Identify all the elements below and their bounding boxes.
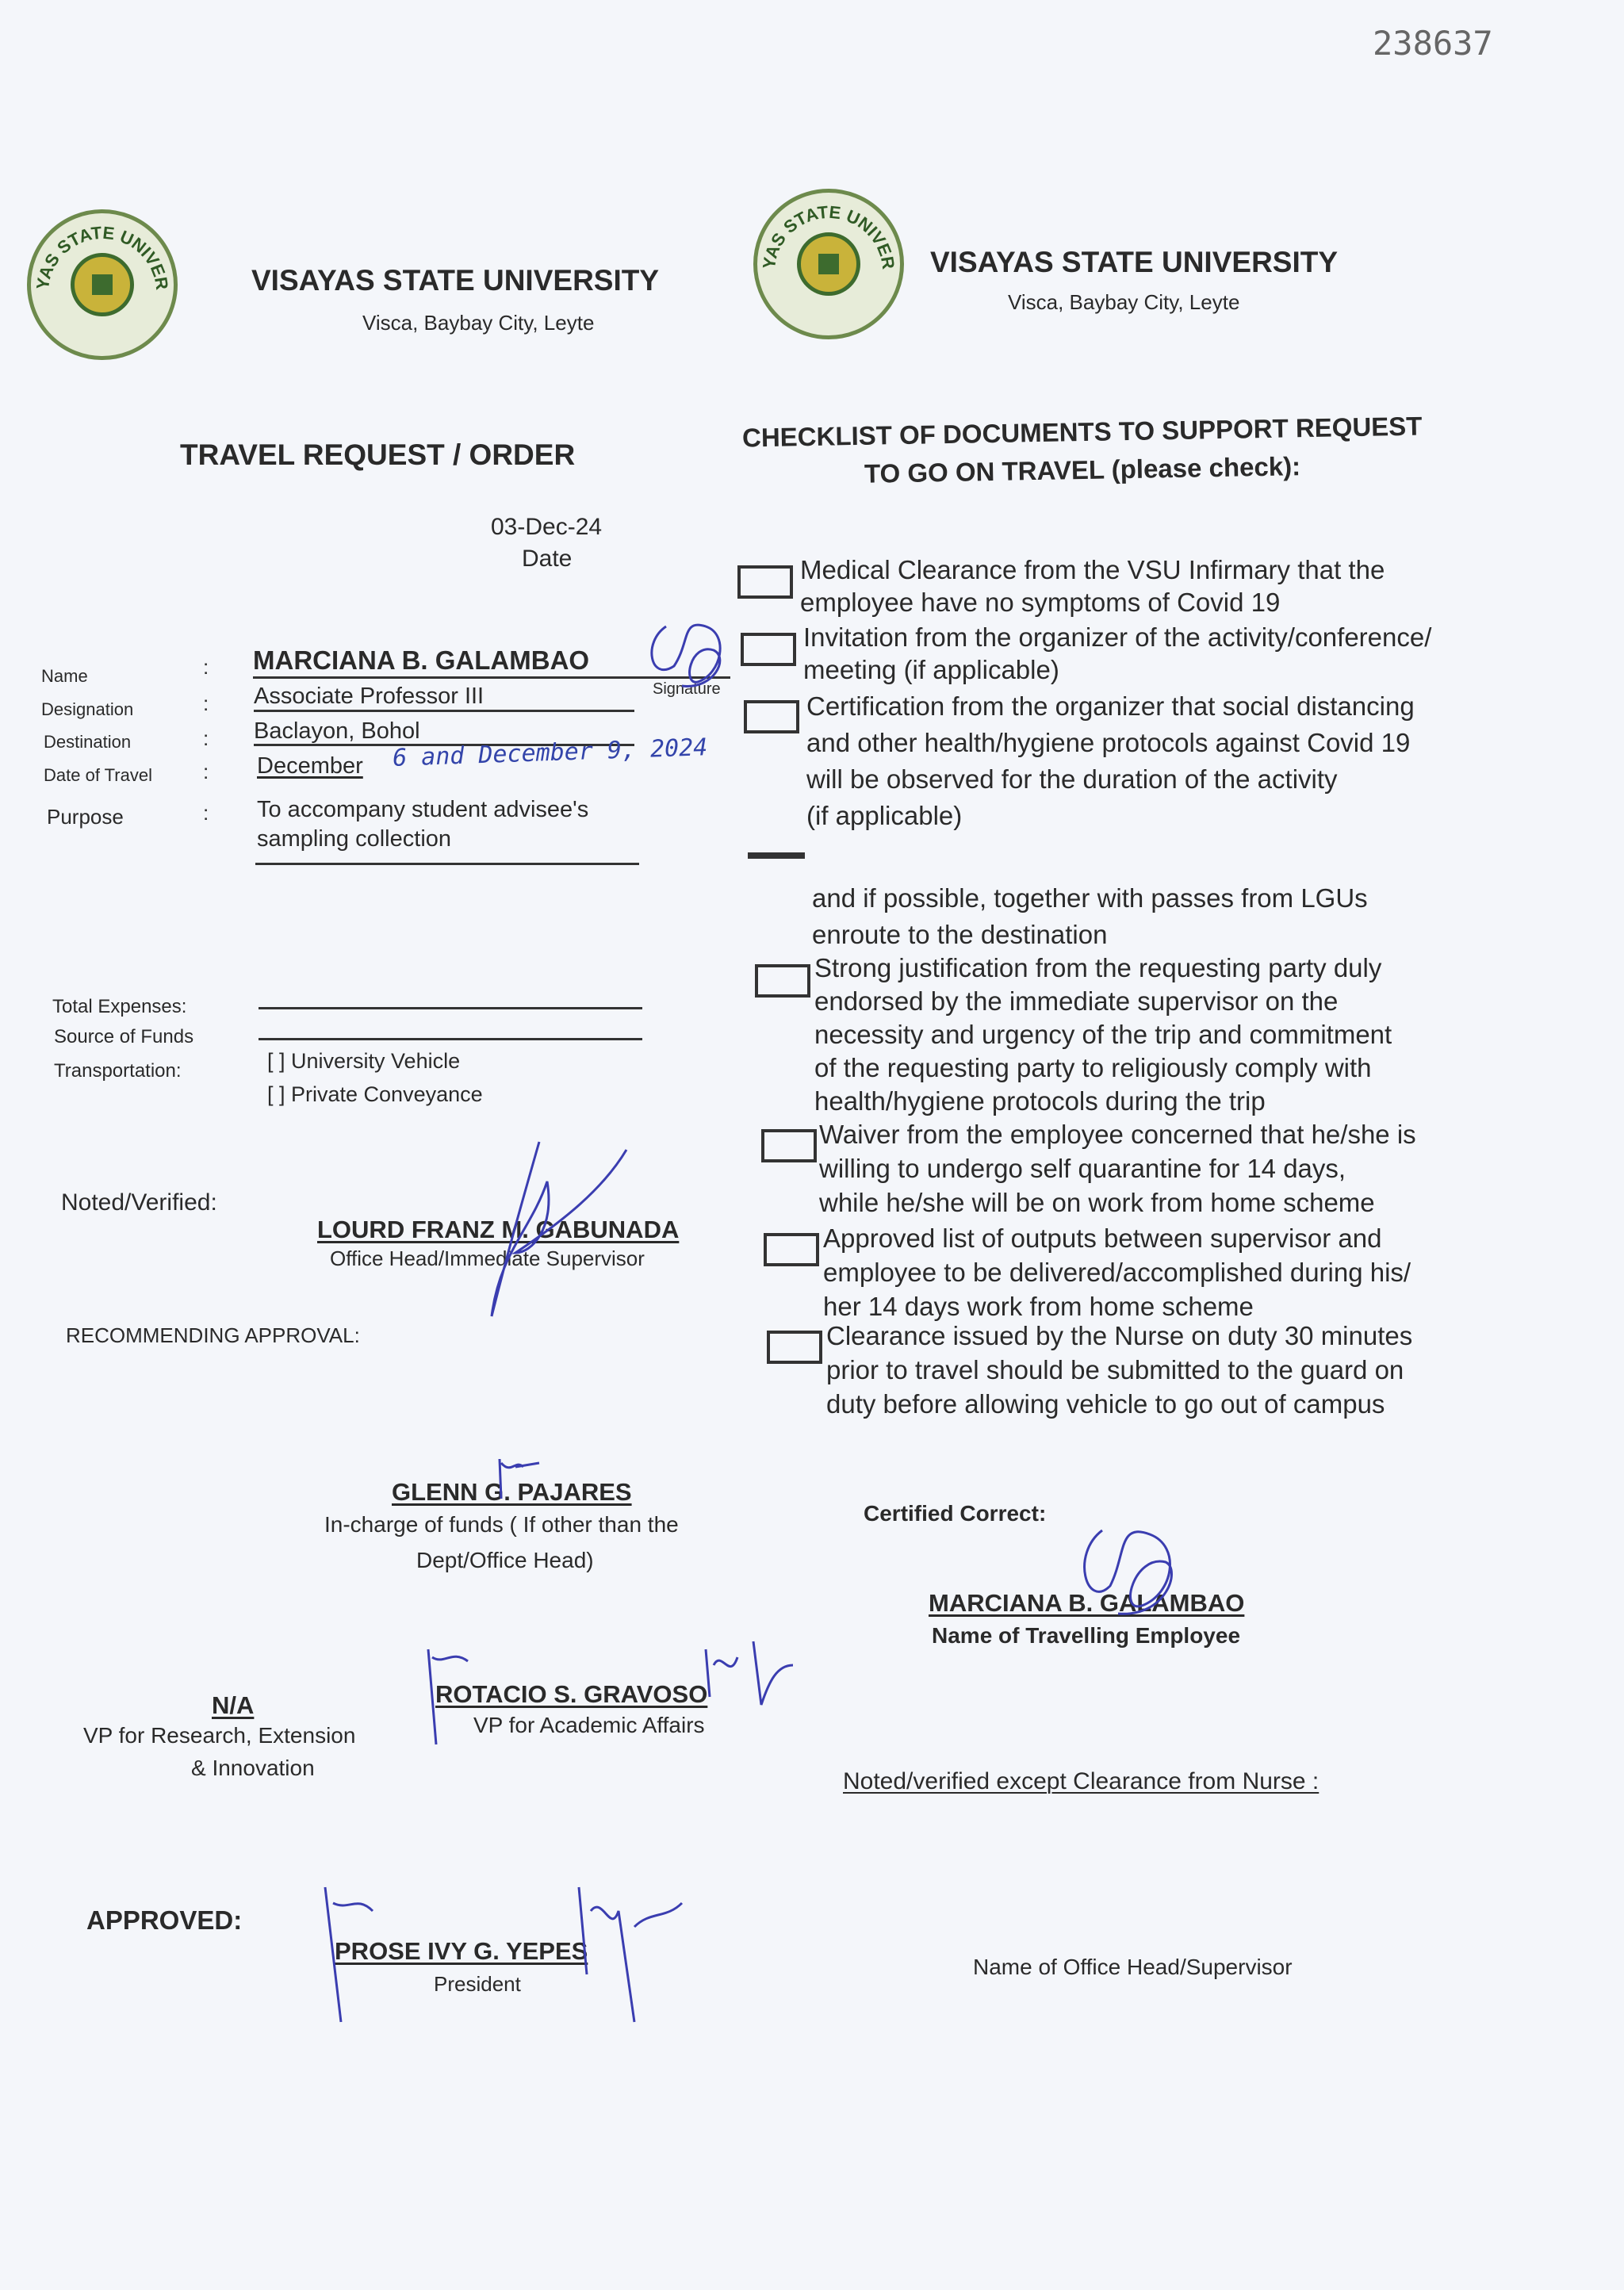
- checklist-item-lgu-passes: and if possible, together with passes from LGUs enroute to the destination: [812, 883, 1368, 949]
- checklist-title-2: TO GO ON TRAVEL (please check):: [864, 451, 1301, 488]
- checklist-item-waiver: Waiver from the employee concerned that he/she is willing to undergo self quarantine for 14 days, while he/she will be on work from home scheme: [819, 1120, 1416, 1217]
- signature-gabunada: [444, 1134, 634, 1324]
- checklist-checkbox[interactable]: [761, 1129, 817, 1162]
- source-of-funds-label: Source of Funds: [54, 1026, 194, 1047]
- signature-pajares: [492, 1451, 547, 1515]
- noted-except-nurse-label: Noted/verified except Clearance from Nurse :: [843, 1768, 1320, 1794]
- total-expenses-line: [259, 1007, 642, 1009]
- checklist-item-nurse-clearance: Clearance issued by the Nurse on duty 30 minutes prior to travel should be submitted to the guard on duty before allowing vehicle to go out of campus: [826, 1321, 1413, 1419]
- checklist-item-invitation: Invitation from the organizer of the activity/conference/ meeting (if applicable): [803, 622, 1432, 684]
- signature-gravoso: [420, 1633, 801, 1760]
- source-of-funds-line: [259, 1038, 642, 1040]
- checklist-item-medical: Medical Clearance from the VSU Infirmary that the employee have no symptoms of Covid 19: [800, 555, 1385, 617]
- checklist-checkbox[interactable]: [737, 565, 793, 599]
- form-title: TRAVEL REQUEST / ORDER: [180, 438, 576, 471]
- university-name-2: VISAYAS STATE UNIVERSITY: [930, 246, 1339, 278]
- vp-research-name: N/A: [212, 1691, 255, 1719]
- destination-label: Destination: [44, 732, 132, 752]
- vp-research-title-1: VP for Research, Extension: [83, 1723, 356, 1748]
- travelling-employee-name: MARCIANA B. GALAMBAO: [929, 1589, 1245, 1617]
- supervisor-title: Office Head/Immediate Supervisor: [330, 1246, 645, 1270]
- name-label: Name: [41, 666, 88, 686]
- checklist-checkbox[interactable]: [741, 633, 796, 666]
- purpose-underline: [255, 863, 639, 865]
- university-address-2: Visca, Baybay City, Leyte: [1008, 290, 1240, 314]
- date-value: 03-Dec-24: [491, 514, 603, 540]
- colon: :: [203, 726, 209, 750]
- destination-value: Baclayon, Bohol: [254, 718, 420, 744]
- checklist-item-justification: Strong justification from the requesting party duly endorsed by the immediate supervisor on the necessity and urgency of the trip and commitment of the requesting party to religiously comply with health/hygiene protocols during the trip: [814, 953, 1392, 1116]
- designation-underline: [254, 710, 634, 712]
- university-logo-2: [751, 177, 904, 339]
- signature-yepes: [317, 1879, 698, 2030]
- date-label: Date: [522, 546, 573, 572]
- logo-text-2: VISAYAS STATE UNIVERSITY: [751, 177, 899, 271]
- logo-text: VISAYAS STATE UNIVERSITY: [25, 197, 173, 292]
- option-university-vehicle[interactable]: [ ] University Vehicle: [267, 1049, 461, 1073]
- supervisor-name: LOURD FRANZ M. GABUNADA: [317, 1216, 680, 1243]
- transportation-label: Transportation:: [54, 1060, 182, 1082]
- checklist-dash: [748, 852, 805, 859]
- checklist-item-certification: Certification from the organizer that social distancing and other health/hygiene protocols against Covid 19 will be observed for the duration of the activity (if applicable): [806, 691, 1415, 830]
- approved-label: APPROVED:: [86, 1905, 243, 1935]
- checklist-item-outputs: Approved list of outputs between supervisor and employee to be delivered/accomplished during his/ her 14 days work from home scheme: [823, 1224, 1411, 1321]
- designation-value: Associate Professor III: [254, 684, 485, 709]
- office-head-label: Name of Office Head/Supervisor: [973, 1955, 1293, 1979]
- university-address: Visca, Baybay City, Leyte: [362, 311, 595, 335]
- university-name: VISAYAS STATE UNIVERSITY: [251, 264, 660, 297]
- name-value: MARCIANA B. GALAMBAO: [253, 645, 590, 675]
- date-of-travel-label: Date of Travel: [44, 765, 152, 785]
- signature-label: Signature: [653, 680, 721, 698]
- designation-label: Designation: [41, 699, 134, 719]
- colon: :: [203, 655, 209, 679]
- recommending-approval-label: RECOMMENDING APPROVAL:: [66, 1323, 360, 1347]
- noted-verified-label: Noted/Verified:: [61, 1189, 217, 1216]
- colon: :: [203, 691, 209, 715]
- vp-academic-name: ROTACIO S. GRAVOSO: [435, 1680, 708, 1708]
- checklist-checkbox[interactable]: [755, 964, 810, 998]
- total-expenses-label: Total Expenses:: [52, 996, 187, 1017]
- colon: :: [203, 801, 209, 825]
- colon: :: [203, 760, 209, 783]
- purpose-label: Purpose: [47, 805, 124, 829]
- date-of-travel-value: December: [257, 753, 363, 779]
- funds-incharge-name: GLENN G. PAJARES: [392, 1478, 632, 1506]
- purpose-line-1: To accompany student advisee's: [257, 797, 589, 822]
- university-logo: [25, 197, 178, 360]
- vp-research-title-2: & Innovation: [191, 1756, 315, 1780]
- vp-academic-title: VP for Academic Affairs: [473, 1713, 705, 1737]
- checklist-checkbox[interactable]: [744, 700, 799, 733]
- funds-incharge-title-1: In-charge of funds ( If other than the: [324, 1512, 679, 1537]
- serial-number: 238637: [1373, 24, 1493, 63]
- travelling-employee-title: Name of Travelling Employee: [932, 1623, 1241, 1648]
- checklist-checkbox[interactable]: [764, 1233, 819, 1266]
- option-private-conveyance[interactable]: [ ] Private Conveyance: [267, 1082, 483, 1106]
- president-name: PROSE IVY G. YEPES: [335, 1937, 588, 1965]
- signature-galambao-2: [1063, 1515, 1197, 1626]
- date-of-travel-handwritten: 6 and December 9, 2024: [392, 733, 708, 772]
- signature-galambao: [634, 611, 745, 698]
- purpose-line-2: sampling collection: [257, 826, 452, 852]
- checklist-title-1: CHECKLIST OF DOCUMENTS TO SUPPORT REQUEST: [741, 411, 1423, 453]
- president-title: President: [434, 1972, 521, 1996]
- funds-incharge-title-2: Dept/Office Head): [416, 1548, 594, 1572]
- certified-correct-label: Certified Correct:: [864, 1501, 1047, 1526]
- checklist-checkbox[interactable]: [767, 1331, 822, 1364]
